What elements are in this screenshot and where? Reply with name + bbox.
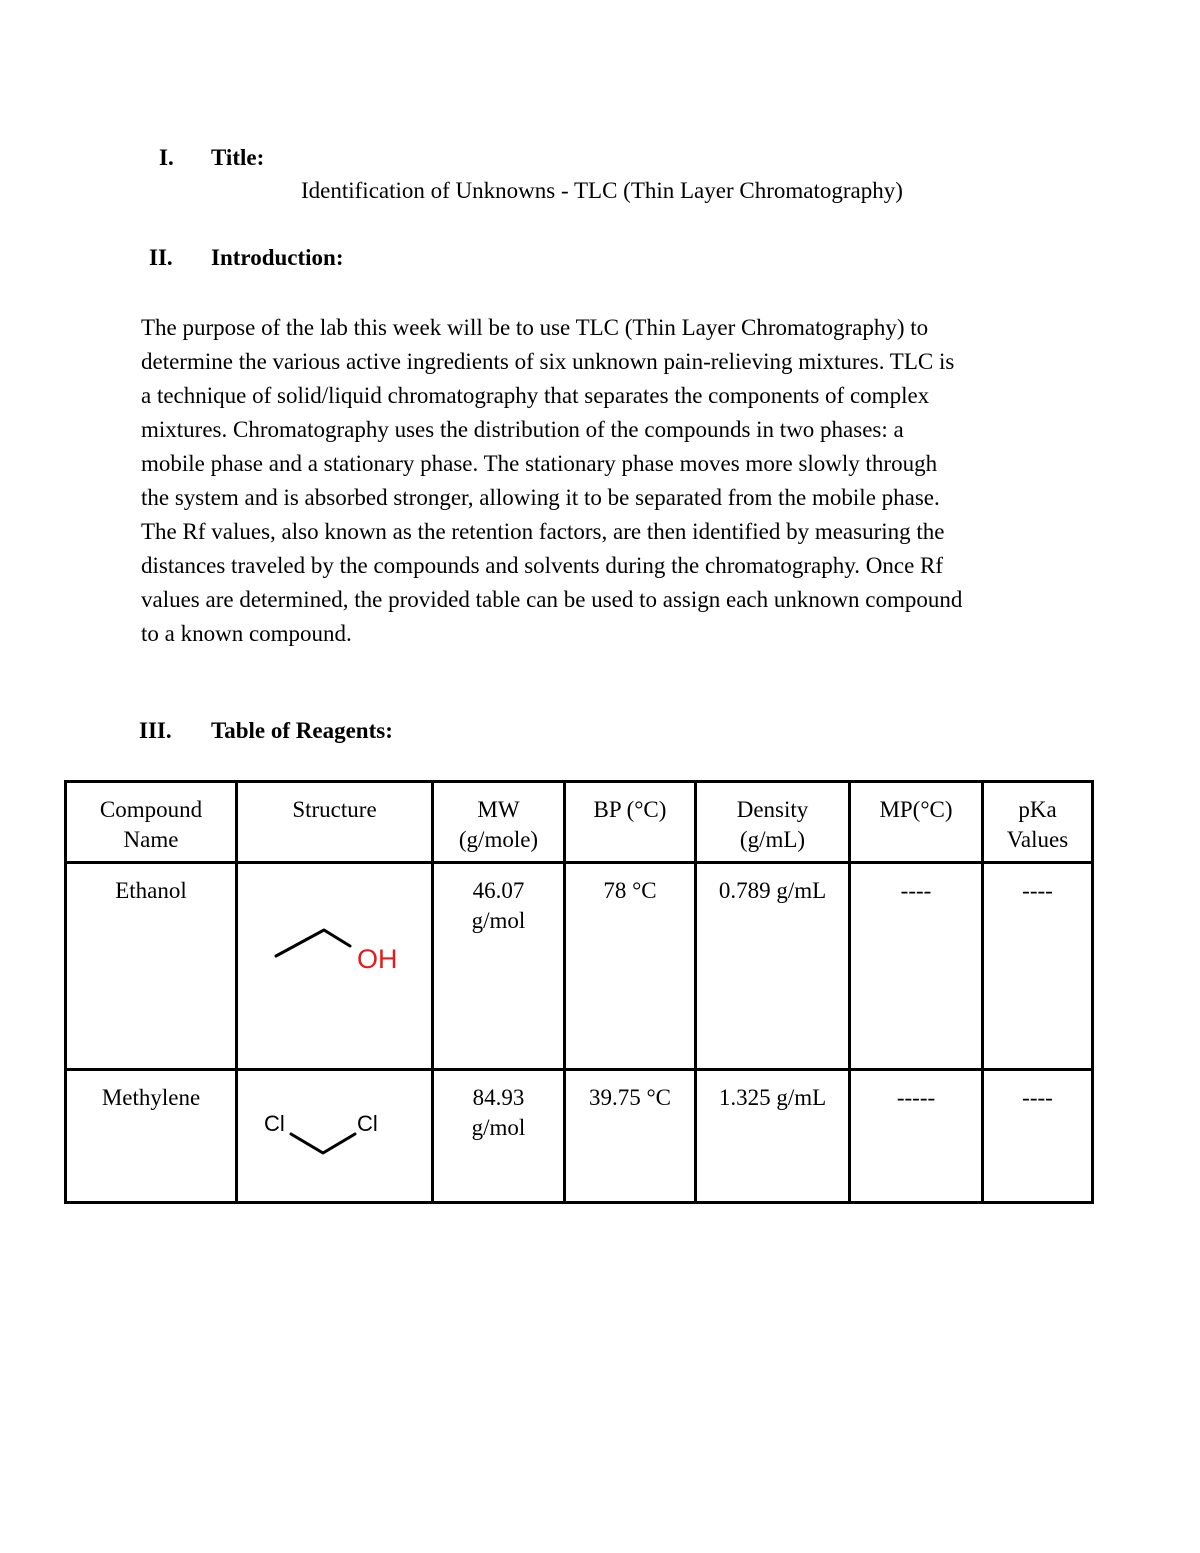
header-mw: MW (g/mole) — [433, 782, 565, 863]
table-row — [66, 1070, 1093, 1203]
chlorine-label-left: Cl — [264, 1111, 285, 1136]
paragraph-line: distances traveled by the compounds and solvents during the chromatography. Once Rf — [141, 553, 944, 578]
paragraph-line: mobile phase and a stationary phase. The stationary phase moves more slowly through — [141, 451, 938, 476]
cell-structure — [237, 863, 433, 1070]
cell-bp: 78 °C — [565, 863, 696, 1070]
section-number: I. — [159, 145, 174, 170]
section-number: II. — [149, 245, 173, 270]
section-number: III. — [139, 718, 172, 743]
header-structure: Structure — [237, 782, 433, 863]
paragraph-line: The Rf values, also known as the retention factors, are then identified by measuring the — [141, 519, 945, 544]
chlorine-label-right: Cl — [357, 1111, 378, 1136]
table-row — [66, 863, 1093, 1070]
section-label: Title: — [211, 145, 265, 170]
cell-density: 1.325 g/mL — [696, 1070, 850, 1203]
paragraph-line: a technique of solid/liquid chromatography that separates the components of complex — [141, 383, 930, 408]
carbon-chlorine-bonds — [291, 1134, 355, 1153]
header-mp: MP(°C) — [850, 782, 983, 863]
header-bp: BP (°C) — [565, 782, 696, 863]
paragraph-line: determine the various active ingredients of six unknown pain-relieving mixtures. TLC is — [141, 349, 955, 374]
cell-mp: ----- — [850, 1070, 983, 1203]
document-title: Identification of Unknowns - TLC (Thin Layer Chromatography) — [301, 178, 903, 203]
paragraph-line: mixtures. Chromatography uses the distribution of the compounds in two phases: a — [141, 417, 904, 442]
cell-mw: 84.93 g/mol — [433, 1070, 565, 1203]
cell-density: 0.789 g/mL — [696, 863, 850, 1070]
hydroxyl-label: OH — [357, 944, 398, 974]
ethanol-structure-diagram — [238, 864, 434, 1064]
section-label: Introduction: — [211, 245, 344, 270]
section-label: Table of Reagents: — [211, 718, 393, 743]
paragraph-line: values are determined, the provided table can be used to assign each unknown compound — [141, 587, 963, 612]
carbon-chain-bond — [276, 930, 350, 956]
header-density: Density (g/mL) — [696, 782, 850, 863]
cell-mp: ---- — [850, 863, 983, 1070]
reagents-table — [64, 780, 1094, 1204]
cell-bp: 39.75 °C — [565, 1070, 696, 1203]
cell-pka: ---- — [983, 1070, 1093, 1203]
cell-compound-name: Methylene — [66, 1070, 237, 1203]
table-header-row — [66, 782, 1093, 863]
paragraph-line: The purpose of the lab this week will be to use TLC (Thin Layer Chromatography) to — [141, 315, 929, 340]
cell-pka: ---- — [983, 863, 1093, 1070]
paragraph-line: to a known compound. — [141, 621, 352, 646]
paragraph-line: the system and is absorbed stronger, allowing it to be separated from the mobile phase. — [141, 485, 940, 510]
cell-compound-name: Ethanol — [66, 863, 237, 1070]
cell-mw: 46.07 g/mol — [433, 863, 565, 1070]
introduction-paragraph — [141, 311, 1071, 651]
header-compound-name: Compound Name — [66, 782, 237, 863]
methylene-chloride-structure-diagram — [238, 1071, 434, 1197]
cell-structure — [237, 1070, 433, 1203]
header-pka: pKa Values — [983, 782, 1093, 863]
